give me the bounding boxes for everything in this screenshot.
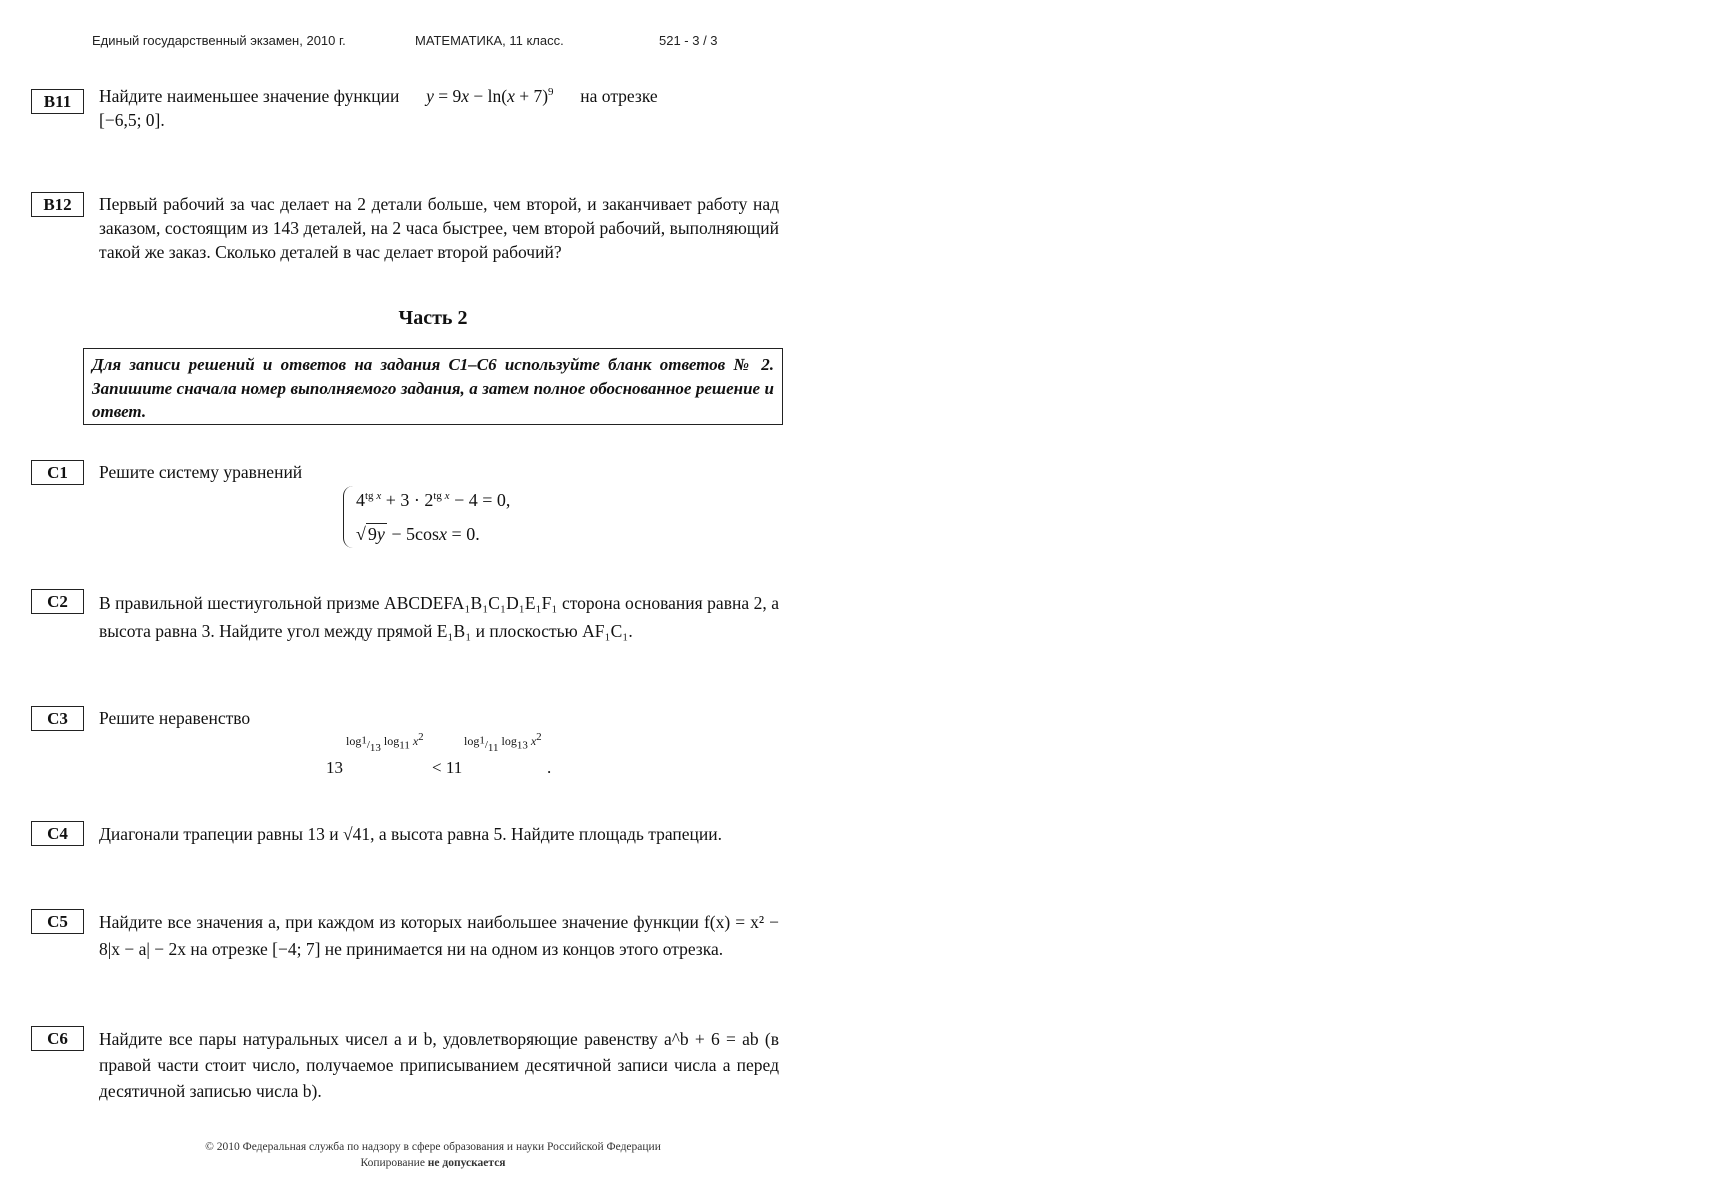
task-text-c4: Диагонали трапеции равны 13 и √41, а высота равна 5. Найдите площадь трапеции. [99,824,722,844]
instruction-box: Для записи решений и ответов на задания C1–C6 используйте бланк ответов № 2. Запишите сначала номер выполняемого задания, а затем полное обоснованное решение и ответ. [83,348,783,425]
task-label-b11: B11 [31,89,84,114]
task-label-c5: C5 [31,909,84,934]
task-text-c2: В правильной шестиугольной призме ABCDEFA₁B₁C₁D₁E₁F₁ сторона основания равна 2, а высота равна 3. Найдите угол между прямой E₁B₁ и плоскостью AF₁C₁. [99,593,779,641]
task-label-c6: C6 [31,1026,84,1051]
c1-equation-2: √ 9y − 5cosx = 0. [356,524,480,544]
task-b11-formula: y [426,86,434,106]
footer-copy-notice [0,1155,866,1171]
exam-title: Единый государственный экзамен, 2010 г. [92,33,346,48]
task-text-c1: Решите систему уравнений [99,462,303,482]
footer-copyright: © 2010 Федеральная служба по надзору в сфере образования и науки Российской Федерации [205,1141,661,1153]
page-footer [0,1139,866,1171]
task-b11-lead: Найдите наименьшее значение функции [99,86,400,106]
task-text-c6: Найдите все пары натуральных чисел a и b, удовлетворяющие равенству a^b + 6 = ab (в правой части стоит число, получаемое приписыванием десятичной записи числа a перед десятичной записью числа b). [99,1029,779,1101]
footer-copy-prefix: Копирование [360,1157,428,1169]
task-label-b12: B12 [31,192,84,217]
task-b11-tail: на отрезке [580,86,658,106]
part-title: Часть 2 [398,307,468,329]
footer-copy-bold: не допускается [427,1157,506,1169]
c3-inequality: 13 $\log_{^1/_{13}} \log_{11} x^2$ < 11 $\log_{^1/_{11}} \log_{13} x^2$ . [326,731,552,777]
task-label-c1: C1 [31,460,84,485]
c1-equation-1: $4^{tg x} + 3 \cdot 2^{tg x} - 4 = 0$, [356,490,511,510]
system-brace [343,486,354,548]
task-text-b11: Найдите наименьшее значение функции $y = 9x - \ln(x + 7)^9$ на отрезке [−6,5; 0]. [99,86,658,130]
task-label-c3: C3 [31,706,84,731]
task-text-b12: Первый рабочий за час делает на 2 детали больше, чем второй, и заканчивает работу над заказом, состоящим из 143 деталей, на 2 часа быстрее, чем второй рабочий, выполняющий такой же заказ. Сколько деталей в час делает второй рабочий? [99,194,779,262]
page-number: 521 - 3 / 3 [659,33,718,48]
task-b11-range: [−6,5; 0]. [99,110,165,130]
task-text-c3: Решите неравенство [99,708,251,728]
task-label-c4: C4 [31,821,84,846]
task-label-c2: C2 [31,589,84,614]
subject-title: МАТЕМАТИКА, 11 класс. [415,33,564,48]
task-text-c5: Найдите все значения a, при каждом из которых наибольшее значение функции f(x) = x² − 8|x − a| − 2x на отрезке [−4; 7] не принимается ни на одном из концов этого отрезка. [99,912,779,959]
